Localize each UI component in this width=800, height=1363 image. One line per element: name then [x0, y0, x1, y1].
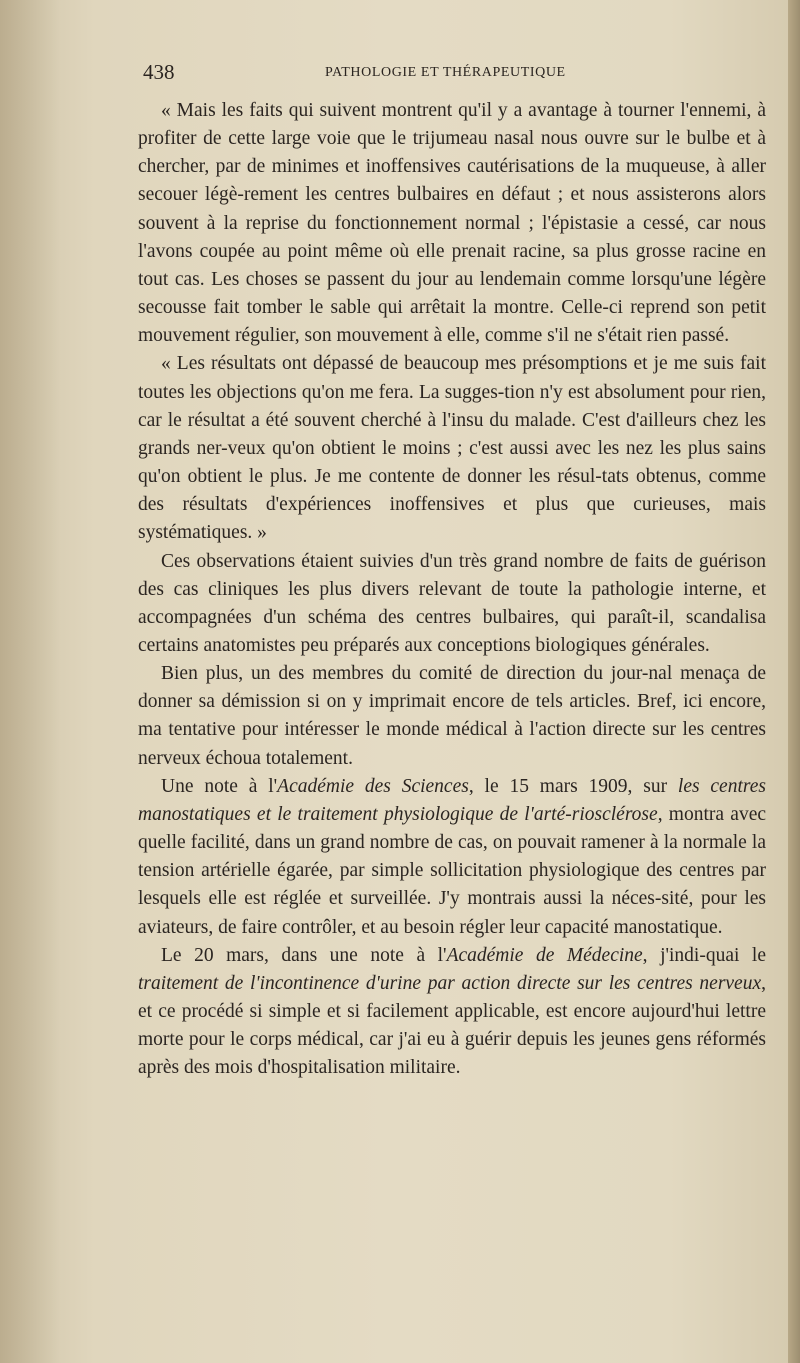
text-run: Le 20 mars, dans une note à l': [161, 944, 447, 966]
paragraph: « Mais les faits qui suivent montrent qu'il y a avantage à tourner l'ennemi, à profiter de cette large voie que le trijumeau nasal nous ouvre sur le bulbe et à chercher, par de minimes et inoffensives cautérisations de la muqueuse, à aller secouer légè-rement les centres bulbaires en défaut ; et nous assisterons alors souvent à la reprise du fonctionnement normal ; l'épistasie a cessé, car nous l'avons coupée au point même où elle prenait racine, sa plus grosse racine en tout cas. Les choses se passent du jour au lendemain comme lorsqu'une légère secousse fait tomber le sable qui arrêtait la montre. Celle-ci reprend son petit mouvement régulier, son mouvement à elle, comme s'il ne s'était rien passé.: [138, 100, 766, 347]
paragraph: Bien plus, un des membres du comité de direction du jour-nal menaça de donner sa démission si on y imprimait encore de tels articles. Bref, ici encore, ma tentative pour intéresser le monde médical à l'action directe sur les centres nerveux échoua totalement.: [138, 663, 766, 769]
italic-title: Académie de Médecine: [446, 944, 643, 966]
page-number: 438: [143, 60, 175, 84]
page-edge: [788, 0, 800, 1363]
text-run: , et ce procédé si simple et si facilement applicable, est encore aujourd'hui lettre morte pour le corps médical, car j'ai eu à guérir depuis les jeunes gens réformés après des mois d'hospitalisation militaire.: [138, 972, 766, 1079]
body-text: [138, 97, 766, 1082]
text-run: , montra avec quelle facilité, dans un grand nombre de cas, on pouvait ramener à la normale la tension artérielle égarée, par simple sollicitation physiologique des centres par lesquels elle est réglée et surveillée. J'y montrais aussi la néces-sité, pour les aviateurs, de faire contrôler, et au besoin régler leur capacité manostatique.: [138, 803, 767, 938]
page-header: [143, 58, 763, 88]
text-run: , le 15 mars 1909, sur: [468, 775, 678, 797]
paragraph: [138, 773, 766, 942]
paragraph: [138, 942, 766, 1083]
paragraph: « Les résultats ont dépassé de beaucoup mes présomptions et je me suis fait toutes les objections qu'on me fera. La sugges-tion n'y est absolument pour rien, car le résultat a été souvent cherché à l'insu du malade. C'est d'ailleurs chez les grands ner-veux qu'on obtient le moins ; c'est aussi avec les nez les plus sains qu'on obtient le plus. Je me contente de donner les résul-tats obtenus, comme des résultats d'expériences inoffensives et plus que curieuses, mais systématiques. »: [138, 353, 766, 544]
text-run: Une note à l': [161, 775, 278, 797]
paragraph: Ces observations étaient suivies d'un très grand nombre de faits de guérison des cas cliniques les plus divers relevant de toute la pathologie interne, et accompagnées d'un schéma des centres bulbaires, qui paraît-il, scandalisa certains anatomistes peu préparés aux conceptions biologiques générales.: [138, 550, 766, 656]
italic-title: traitement de l'incontinence d'urine par action directe sur les centres nerveux: [138, 972, 762, 994]
text-run: , j'indi-quai le: [642, 944, 766, 966]
running-title: PATHOLOGIE ET THÉRAPEUTIQUE: [325, 65, 566, 80]
italic-title: les centres manostatiques et le traitement physiologique de l'arté-riosclérose: [138, 775, 766, 825]
italic-title: Académie des Sciences: [277, 775, 469, 797]
